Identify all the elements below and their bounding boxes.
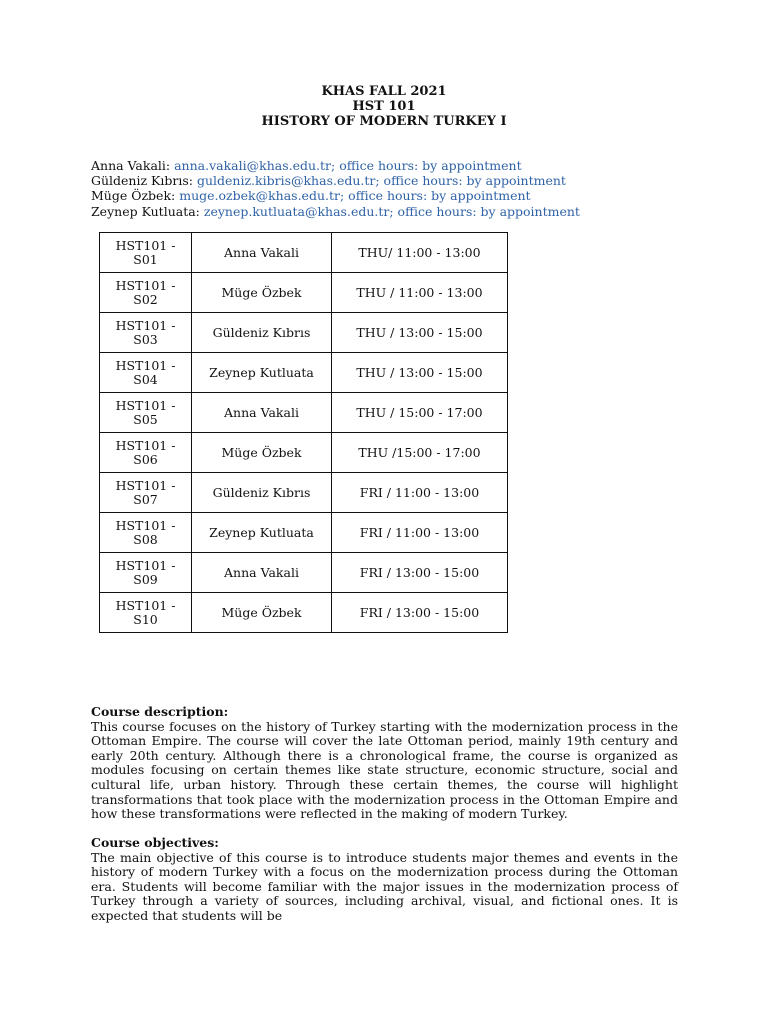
contact-office-hours: ; office hours: by appointment [331, 158, 522, 173]
section-code: HST101 - [115, 437, 176, 453]
section-code: HST101 - [115, 357, 176, 373]
contact-office-hours: ; office hours: by appointment [389, 203, 580, 219]
course-description-section [91, 705, 678, 822]
instructor-contacts [91, 158, 731, 219]
document-header [0, 84, 768, 129]
contact-row [91, 188, 731, 203]
contact-name: Anna Vakali: [91, 158, 171, 173]
time-cell: FRI / 13:00 - 15:00 [332, 553, 508, 593]
instructor-cell: Anna Vakali [192, 233, 332, 273]
instructor-cell: Anna Vakali [192, 553, 332, 593]
section-cell [100, 353, 192, 393]
instructor-cell: Zeynep Kutluata [192, 353, 332, 393]
contact-email-link[interactable]: muge.ozbek@khas.edu.tr [179, 188, 340, 204]
section-code: HST101 - [115, 597, 176, 613]
table-row [100, 353, 508, 393]
contact-email-link[interactable]: anna.vakali@khas.edu.tr [174, 158, 332, 173]
section-number: S05 [133, 411, 158, 427]
time-cell: FRI / 13:00 - 15:00 [332, 593, 508, 633]
time-cell: THU / 11:00 - 13:00 [332, 273, 508, 313]
section-code: HST101 - [115, 237, 176, 253]
contact-name: Güldeniz Kıbrıs: [91, 173, 193, 189]
contact-email-link[interactable]: zeynep.kutluata@khas.edu.tr [203, 203, 390, 219]
section-number: S06 [133, 451, 158, 467]
table-row [100, 273, 508, 313]
section-cell [100, 553, 192, 593]
table-row [100, 513, 508, 553]
instructor-cell: Müge Özbek [192, 433, 332, 473]
instructor-cell: Güldeniz Kıbrıs [192, 473, 332, 513]
time-cell: THU / 13:00 - 15:00 [332, 313, 508, 353]
table-row [100, 593, 508, 633]
contact-office-hours: ; office hours: by appointment [375, 173, 566, 189]
table-row [100, 393, 508, 433]
section-number: S02 [133, 291, 158, 307]
time-cell: THU / 13:00 - 15:00 [332, 353, 508, 393]
course-description-heading: Course description: [91, 704, 229, 719]
course-objectives-section [91, 836, 678, 924]
course-objectives-heading: Course objectives: [91, 835, 219, 850]
section-number: S03 [133, 331, 158, 347]
header-course-title: HISTORY OF MODERN TURKEY I [261, 114, 507, 129]
contact-row [91, 204, 731, 219]
instructor-cell: Anna Vakali [192, 393, 332, 433]
contact-email-link[interactable]: guldeniz.kibris@khas.edu.tr [196, 173, 376, 189]
section-schedule-table [99, 232, 508, 633]
time-cell: THU/ 11:00 - 13:00 [332, 233, 508, 273]
section-cell [100, 313, 192, 353]
instructor-cell: Güldeniz Kıbrıs [192, 313, 332, 353]
table-row [100, 433, 508, 473]
contact-row [91, 173, 731, 188]
section-code: HST101 - [115, 517, 176, 533]
time-cell: THU / 15:00 - 17:00 [332, 393, 508, 433]
section-cell [100, 233, 192, 273]
header-course-code: HST 101 [352, 99, 416, 114]
contact-name: Müge Özbek: [91, 188, 176, 204]
section-cell [100, 273, 192, 313]
time-cell: FRI / 11:00 - 13:00 [332, 473, 508, 513]
contact-name: Zeynep Kutluata: [91, 203, 200, 219]
header-term: KHAS FALL 2021 [321, 84, 447, 99]
table-row [100, 553, 508, 593]
section-number: S04 [133, 371, 158, 387]
section-number: S09 [133, 571, 158, 587]
section-cell [100, 593, 192, 633]
section-number: S10 [133, 611, 158, 627]
table-row [100, 233, 508, 273]
section-cell [100, 473, 192, 513]
time-cell: FRI / 11:00 - 13:00 [332, 513, 508, 553]
contact-office-hours: ; office hours: by appointment [339, 188, 531, 204]
table-row [100, 313, 508, 353]
instructor-cell: Zeynep Kutluata [192, 513, 332, 553]
instructor-cell: Müge Özbek [192, 593, 332, 633]
section-cell [100, 433, 192, 473]
section-code: HST101 - [115, 557, 176, 573]
course-objectives-body: The main objective of this course is to introduce students major themes and events in the history of modern Turkey with a focus on the modernization process during the Ottoman era. Students will become familiar with the major issues in the modernization process of Turkey through a variety of sources, including archival, visual, and fictional ones. It is expected that students will be [91, 849, 678, 923]
section-code: HST101 - [115, 397, 176, 413]
section-cell [100, 513, 192, 553]
section-code: HST101 - [115, 277, 176, 293]
course-description-body: This course focuses on the history of Turkey starting with the modernization process in the Ottoman Empire. The course will cover the late Ottoman period, mainly 19th century and early 20th century. Although there is a chronological frame, the course is organized as modules focusing on certain themes like state structure, economic structure, social and cultural life, urban history. Through these certain themes, the course will highlight transformations that took place with the modernization process in the Ottoman Empire and how these transformations were reflected in the making of modern Turkey. [91, 718, 678, 822]
section-number: S08 [133, 531, 158, 547]
section-cell [100, 393, 192, 433]
time-cell: THU /15:00 - 17:00 [332, 433, 508, 473]
section-number: S07 [133, 491, 158, 507]
contact-row [91, 158, 731, 173]
table-row [100, 473, 508, 513]
section-number: S01 [133, 251, 158, 267]
section-code: HST101 - [115, 317, 176, 333]
section-code: HST101 - [115, 477, 176, 493]
instructor-cell: Müge Özbek [192, 273, 332, 313]
